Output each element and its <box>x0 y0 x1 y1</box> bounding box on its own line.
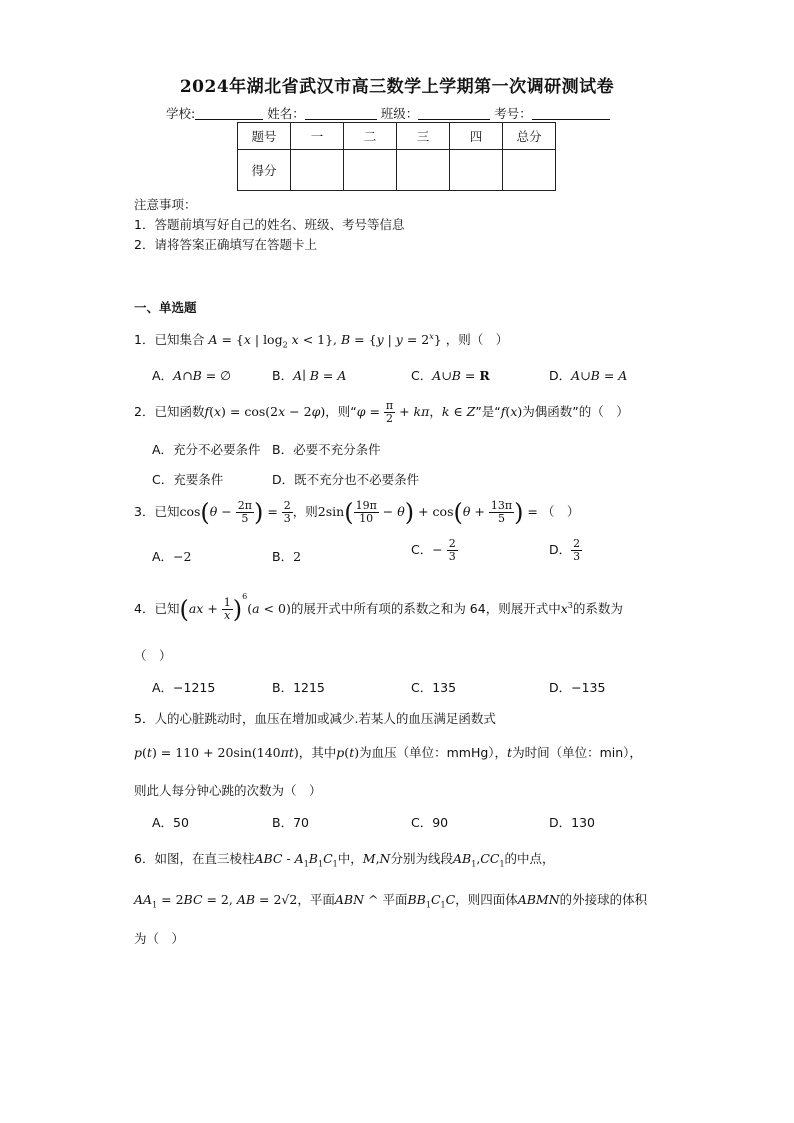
q2-option-b[interactable]: B．必要不充分条件 <box>272 442 381 457</box>
note-item: 2．请将答案正确填写在答题卡上 <box>134 237 317 252</box>
score-cell[interactable] <box>450 150 503 191</box>
q1-option-d[interactable]: D．A∪B = A <box>549 368 628 383</box>
question-4: 4．已知(ax + $\frac{1}{x}$ )$^6$(a < 0)的展开式中所有项的系数之和为 64，则展开式中$x^3$的系数为 <box>134 592 623 624</box>
class-label: 班级： <box>380 106 419 121</box>
q1-option-a[interactable]: A．A∩B = ∅ <box>152 368 232 383</box>
q4-line2: （ ） <box>134 648 172 663</box>
score-header-cell: 一 <box>291 123 344 150</box>
question-2: 2．已知函数f(x) = cos(2x − 2φ)，则“φ = $\frac{\pi}{2}$ + kπ，k ∈ Z”是“f(x)为偶函数”的（ ） <box>134 399 629 425</box>
score-header-cell: 二 <box>344 123 397 150</box>
q6-text: 6．如图，在直三棱柱 <box>134 851 255 866</box>
q4-text: 4．已知 <box>134 601 180 616</box>
score-header-cell: 三 <box>397 123 450 150</box>
q1-formula: A <box>208 332 218 347</box>
score-cell[interactable] <box>397 150 450 191</box>
q1-text-end: ，则（ ） <box>445 332 509 347</box>
q5-option-d[interactable]: D．130 <box>549 815 595 830</box>
section-title: 一、单选题 <box>134 300 197 315</box>
q3-option-b[interactable]: B．2 <box>272 549 302 564</box>
score-cell[interactable] <box>503 150 556 191</box>
question-5: 5．人的心脏跳动时，血压在增加或减少.若某人的血压满足函数式 <box>134 711 496 726</box>
q5-line3: 则此人每分钟心跳的次数为（ ） <box>134 783 322 798</box>
q2-option-c[interactable]: C．充要条件 <box>152 472 224 487</box>
q6-line3: 为（ ） <box>134 931 185 946</box>
question-3: 3．已知cos(θ − $\frac{2\pi}{5}$ ) = $\frac{2}{3}$ ，则2sin( $\frac{19\pi}{10}$ − θ) + cos(θ + $\frac{13\pi}{5}$ ) = （ ） <box>134 498 580 527</box>
q5-option-a[interactable]: A．50 <box>152 815 189 830</box>
q5-option-c[interactable]: C．90 <box>411 815 449 830</box>
q3-option-a[interactable]: A．−2 <box>152 549 192 564</box>
q4-option-d[interactable]: D．−135 <box>549 680 606 695</box>
score-table <box>237 122 556 191</box>
number-label: 考号： <box>494 106 532 121</box>
q3-option-d[interactable]: D． $\frac{2}{3}$ <box>549 537 581 563</box>
page-title: 2024年湖北省武汉市高三数学上学期第一次调研测试卷 <box>179 77 615 97</box>
score-cell[interactable] <box>291 150 344 191</box>
q2-option-d[interactable]: D．既不充分也不必要条件 <box>272 472 420 487</box>
q4-option-a[interactable]: A．−1215 <box>152 680 216 695</box>
notes-heading: 注意事项： <box>134 197 197 212</box>
question-1: 1．已知集合 A = {x | $\log_2 x < 1$}, B = {y | $y = 2^x$} ，则（ ） <box>134 331 509 350</box>
q1-text: 1．已知集合 <box>134 332 205 347</box>
score-row-label: 得分 <box>238 150 291 191</box>
note-item: 1．答题前填写好自己的姓名、班级、考号等信息 <box>134 217 405 232</box>
number-blank[interactable] <box>532 107 610 120</box>
q4-option-b[interactable]: B．1215 <box>272 680 325 695</box>
school-label: 学校: <box>166 106 196 121</box>
q2-text: 2．已知函数 <box>134 404 205 419</box>
class-blank[interactable] <box>418 107 490 120</box>
q1-option-c[interactable]: C．A∪B = R <box>411 368 490 383</box>
score-header-cell: 总分 <box>503 123 556 150</box>
student-info-line <box>166 104 610 122</box>
q5-option-b[interactable]: B．70 <box>272 815 309 830</box>
question-6: 6．如图，在直三棱柱ABC - $A_1B_1C_1$中，M,N分别为线段$AB_1,CC_1$的中点， <box>134 851 555 869</box>
q1-option-b[interactable]: B．A∣ B = A <box>272 368 347 383</box>
score-header-cell: 题号 <box>238 123 291 150</box>
score-cell[interactable] <box>344 150 397 191</box>
q6-line2: $AA_1 = 2BC = 2$, AB = 2√2，平面ABN ^ 平面$BB_1C_1C$，则四面体ABMN的外接球的体积 <box>134 892 648 910</box>
q2-option-a[interactable]: A．充分不必要条件 <box>152 442 261 457</box>
q3-option-c[interactable]: C．− $\frac{2}{3}$ <box>411 537 456 563</box>
score-header-cell: 四 <box>450 123 503 150</box>
school-blank[interactable] <box>195 107 263 120</box>
name-label: 姓名： <box>267 106 305 121</box>
name-blank[interactable] <box>305 107 377 120</box>
q5-line2: p(t) = 110 + 20sin(140πt)，其中p(t)为血压（单位：mmHg），t为时间（单位：min）， <box>134 745 642 760</box>
q3-text: 3．已知 <box>134 504 180 519</box>
q4-option-c[interactable]: C．135 <box>411 680 457 695</box>
